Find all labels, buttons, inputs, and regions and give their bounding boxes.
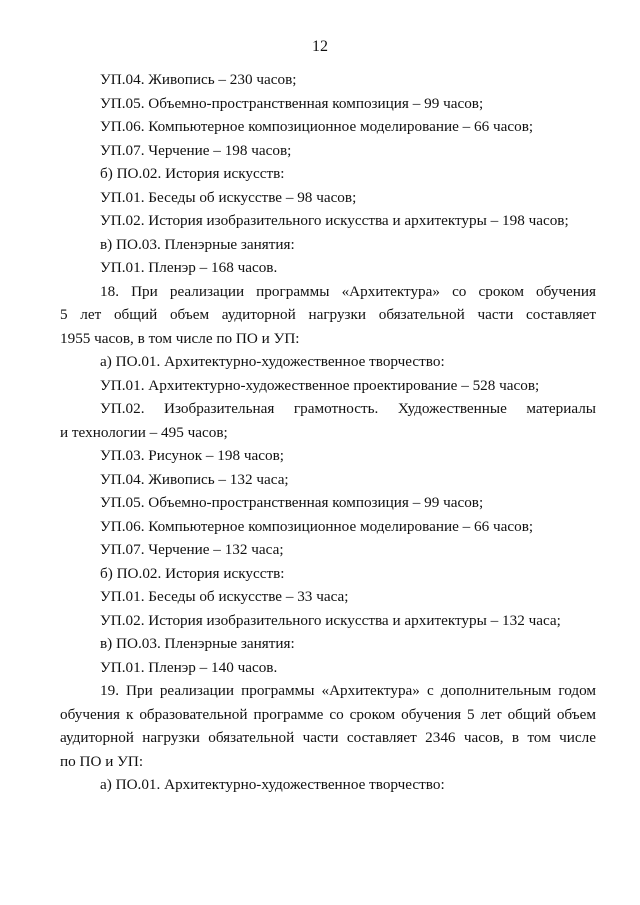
- paragraph-line: 18. При реализации программы «Архитектура» со сроком обучения: [100, 282, 596, 300]
- page-number: 12: [312, 38, 328, 55]
- text-line: УП.06. Компьютерное композиционное моделирование – 66 часов;: [100, 118, 534, 135]
- text-line: УП.07. Черчение – 132 часа;: [100, 541, 284, 558]
- text-line: УП.04. Живопись – 132 часа;: [100, 470, 289, 488]
- text-line: б) ПО.02. История искусств:: [100, 165, 285, 182]
- paragraph-line: обучения к образовательной программе со сроком обучения 5 лет общий объем: [60, 705, 596, 723]
- text-line: УП.05. Объемно-пространственная композиция – 99 часов;: [100, 494, 484, 511]
- text-line: УП.06. Компьютерное композиционное моделирование – 66 часов;: [100, 517, 534, 535]
- text-line: УП.05. Объемно-пространственная композиция – 99 часов;: [100, 94, 484, 112]
- text-line: УП.04. Живопись – 230 часов;: [100, 71, 297, 88]
- text-line: УП.01. Беседы об искусстве – 33 часа;: [100, 588, 349, 605]
- text-line: б) ПО.02. История искусств:: [100, 564, 285, 582]
- text-line: и технологии – 495 часов;: [60, 423, 228, 441]
- text-line: УП.02. Изобразительная грамотность. Художественные материалы: [100, 400, 596, 417]
- text-line: УП.02. История изобразительного искусства и архитектуры – 198 часов;: [100, 212, 569, 229]
- text-line: в) ПО.03. Пленэрные занятия:: [100, 635, 295, 652]
- text-line: УП.01. Пленэр – 168 часов.: [100, 259, 278, 276]
- text-line: УП.01. Архитектурно-художественное проектирование – 528 часов;: [100, 376, 540, 394]
- text-line: УП.01. Беседы об искусстве – 98 часов;: [100, 188, 357, 206]
- paragraph-line: аудиторной нагрузки обязательной части составляет 2346 часов, в том числе: [60, 729, 596, 746]
- paragraph-line: по ПО и УП:: [60, 752, 144, 770]
- text-line: УП.02. История изобразительного искусства и архитектуры – 132 часа;: [100, 611, 561, 629]
- page-content: [60, 68, 596, 797]
- text-line: в) ПО.03. Пленэрные занятия:: [100, 235, 295, 253]
- text-line: а) ПО.01. Архитектурно-художественное творчество:: [100, 776, 445, 793]
- paragraph-line: 5 лет общий объем аудиторной нагрузки обязательной части составляет: [60, 306, 596, 323]
- text-line: УП.01. Пленэр – 140 часов.: [100, 658, 278, 676]
- text-line: УП.03. Рисунок – 198 часов;: [100, 447, 284, 464]
- text-line: УП.07. Черчение – 198 часов;: [100, 141, 292, 159]
- paragraph-line: 19. При реализации программы «Архитектура» с дополнительным годом: [100, 682, 596, 699]
- text-line: а) ПО.01. Архитектурно-художественное творчество:: [100, 353, 445, 370]
- paragraph-line: 1955 часов, в том числе по ПО и УП:: [60, 329, 300, 347]
